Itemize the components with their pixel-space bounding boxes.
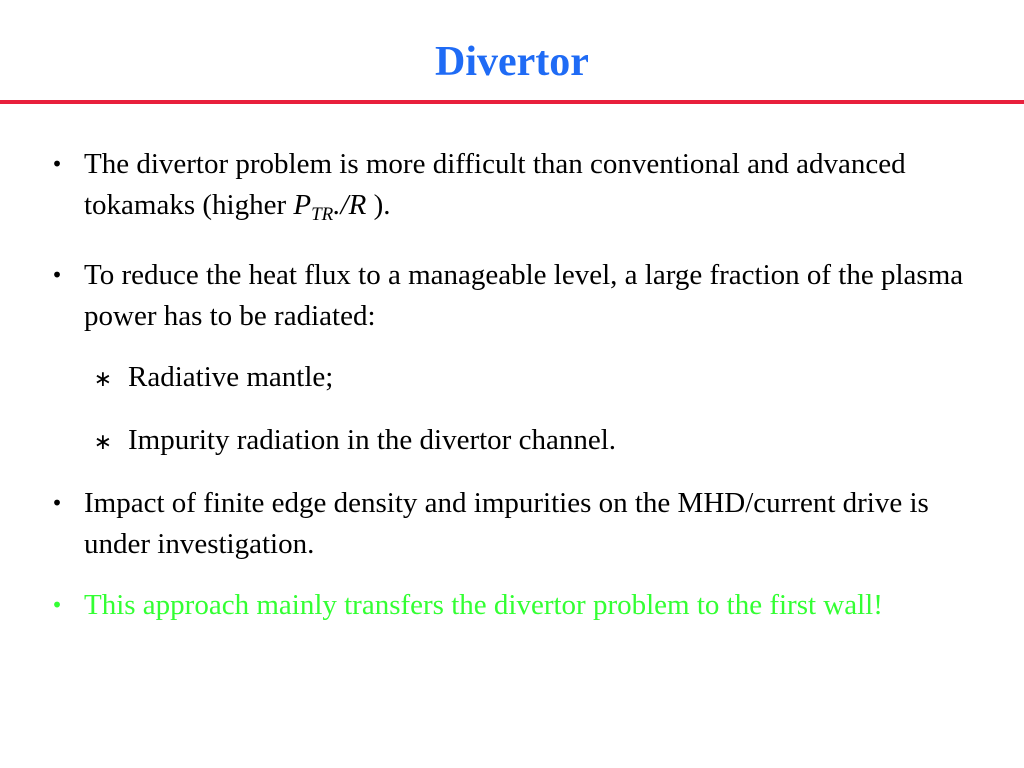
bullet-item-divertor-problem: [0, 144, 1024, 235]
slide-title: Divertor: [435, 39, 589, 85]
sub-bullet-text: Impurity radiation in the divertor channel.: [128, 424, 617, 456]
sub-bullet-text: Radiative mantle;: [128, 361, 334, 393]
sub-bullet-item-impurity-radiation: [0, 420, 1024, 461]
bullet-dot-icon: •: [51, 593, 63, 617]
asterisk-icon: ∗: [93, 367, 113, 392]
bullet-text: To reduce the heat flux to a manageable level, a large fraction of the plasma power has to be radiated:: [84, 259, 964, 332]
asterisk-icon: ∗: [93, 430, 113, 455]
bullet-dot-icon: •: [51, 491, 63, 515]
ratio-symbol: ./R: [333, 189, 367, 221]
bullet-dot-icon: •: [51, 152, 63, 176]
bullet-text-tail: ).: [366, 189, 391, 221]
power-subscript: TR: [311, 204, 334, 225]
bullet-text: Impact of finite edge density and impurities on the MHD/current drive is under investigation.: [84, 487, 929, 560]
bullet-item-mhd-impact: [0, 483, 1024, 565]
bullet-text-highlight: This approach mainly transfers the divertor problem to the first wall!: [84, 589, 883, 621]
sub-bullet-item-radiative-mantle: [0, 357, 1024, 398]
power-symbol: P: [293, 189, 312, 221]
bullet-text: The divertor problem is more difficult than conventional and advanced tokamaks (higher: [84, 148, 906, 221]
bullet-item-heat-flux: [0, 255, 1024, 337]
bullet-item-first-wall: [0, 585, 1024, 626]
bullet-list: [0, 144, 1024, 646]
bullet-dot-icon: •: [51, 263, 63, 287]
title-divider: [0, 100, 1024, 104]
